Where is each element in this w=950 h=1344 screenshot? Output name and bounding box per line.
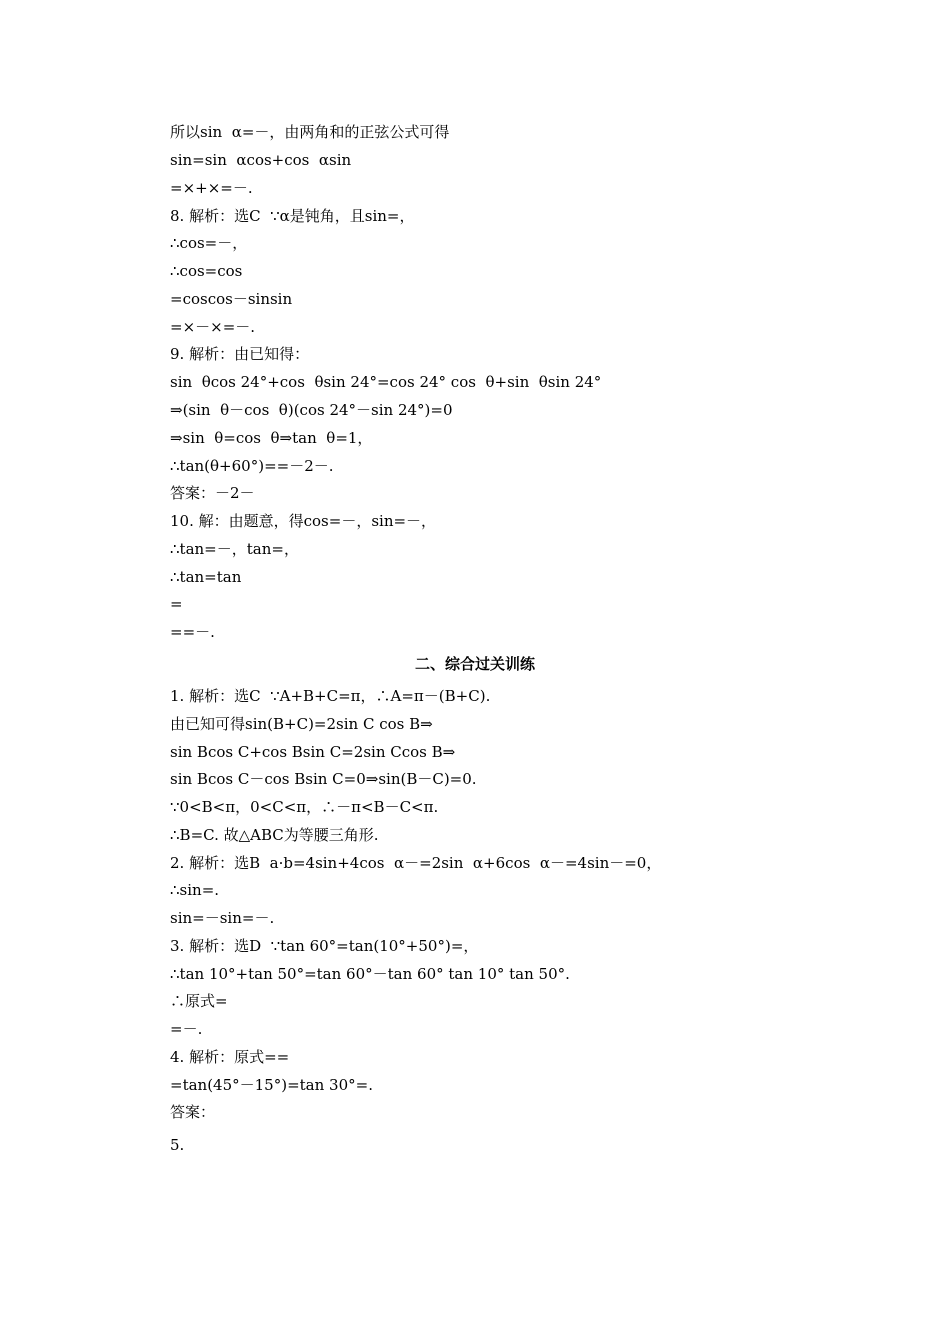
text-line: 答案： xyxy=(170,1103,216,1121)
text-line: sin Bcos C－cos Bsin C=0⇒sin(B－C)=0. xyxy=(170,770,477,788)
text-line: ∴tan 10°+tan 50°=tan 60°－tan 60° tan 10° tan 50°. xyxy=(170,965,570,983)
text-line: = xyxy=(170,595,183,613)
text-line: 3. 解析：选D ∵tan 60°=tan(10°+50°)=， xyxy=(170,937,479,955)
text-line: ∴cos=－， xyxy=(170,234,248,252)
text-line: ⇒(sin θ－cos θ)(cos 24°－sin 24°)=0 xyxy=(170,401,453,419)
text-line: 10. 解：由题意，得cos=－，sin=－， xyxy=(170,512,437,530)
text-line: ∴原式= xyxy=(170,992,228,1010)
text-line: ∵0<B<π，0<C<π，∴－π<B－C<π. xyxy=(170,798,439,816)
text-line: ∴tan=tan xyxy=(170,568,242,586)
text-line: =×+×=－. xyxy=(170,179,253,197)
text-line: sin θcos 24°+cos θsin 24°=cos 24° cos θ+sin θsin 24° xyxy=(170,373,602,391)
text-line: ∴B=C. 故△ABC为等腰三角形. xyxy=(170,826,379,844)
text-line: 答案：－2－ xyxy=(170,484,255,502)
text-line: 8. 解析：选C ∵α是钝角，且sin=， xyxy=(170,207,415,225)
text-line: 9. 解析：由已知得： xyxy=(170,345,310,363)
text-line: 由已知可得sin(B+C)=2sin C cos B⇒ xyxy=(170,715,433,733)
text-line: 2. 解析：选B a·b=4sin+4cos α－=2sin α+6cos α－=4sin－=0， xyxy=(170,854,662,872)
text-line: ∴cos=cos xyxy=(170,262,243,280)
text-line: sin=－sin=－. xyxy=(170,909,275,927)
text-line: =－. xyxy=(170,1020,203,1038)
text-line: sin=sin αcos+cos αsin xyxy=(170,151,352,169)
text-line: 4. 解析：原式== xyxy=(170,1048,290,1066)
text-line: ==－. xyxy=(170,623,215,641)
text-line: =coscos－sinsin xyxy=(170,290,293,308)
text-line: =tan(45°－15°)=tan 30°=. xyxy=(170,1076,373,1094)
text-line: ⇒sin θ=cos θ⇒tan θ=1， xyxy=(170,429,373,447)
text-line: ∴tan(θ+60°)==－2－. xyxy=(170,457,334,475)
text-line: sin Bcos C+cos Bsin C=2sin Ccos B⇒ xyxy=(170,743,456,761)
text-line: 1. 解析：选C ∵A+B+C=π，∴A=π－(B+C). xyxy=(170,687,491,705)
text-line: ∴tan=－，tan=， xyxy=(170,540,299,558)
text-line: 所以sin α=－，由两角和的正弦公式可得 xyxy=(170,123,450,141)
text-line: 5. xyxy=(170,1136,185,1154)
text-line: =×－×=－. xyxy=(170,318,256,336)
section-heading: 二、综合过关训练 xyxy=(414,655,535,673)
text-line: ∴sin=. xyxy=(170,881,220,899)
